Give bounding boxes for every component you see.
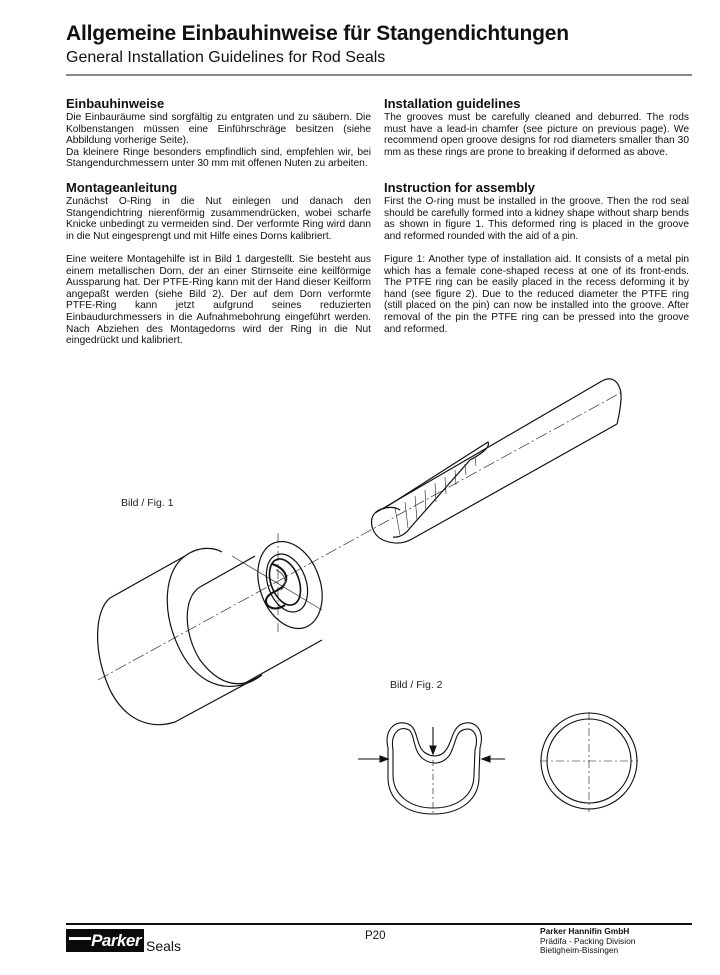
housing-cylinder xyxy=(98,532,334,724)
right-column-assembly xyxy=(384,180,689,335)
company-division: Prädifa - Packing Division xyxy=(540,935,636,946)
paragraph: Da kleinere Ringe besonders empfindlich sind, empfehlen wir, bei Stangendurchmessern unter 30 mm mit offenen Nuten zu arbeiten. xyxy=(66,146,371,170)
paragraph: First the O-ring must be installed in the groove. Then the rod seal should be carefully formed into a kidney shape without sharp bends as shown in figure 1. This deformed ring is placed in the groove and reformed rounded with the aid of a pin. xyxy=(384,196,689,242)
page-title: Allgemeine Einbauhinweise für Stangendichtungen xyxy=(66,22,569,45)
left-column-assembly xyxy=(66,180,371,347)
figure-2-drawing xyxy=(358,712,638,815)
page-subtitle: General Installation Guidelines for Rod Seals xyxy=(66,49,386,66)
center-axis-line xyxy=(98,392,622,680)
section-installation-guidelines xyxy=(384,96,689,158)
logo-suffix: Seals xyxy=(146,938,182,954)
section-heading: Installation guidelines xyxy=(384,96,521,111)
footer-divider xyxy=(66,923,692,925)
installation-pin xyxy=(372,379,622,543)
section-heading: Instruction for assembly xyxy=(384,180,535,195)
cross-axis-line xyxy=(232,556,322,610)
recess-hatching xyxy=(395,457,476,535)
section-einbauhinweise xyxy=(66,96,371,170)
paragraph: The grooves must be carefully cleaned and deburred. The rods must have a lead-in chamfer (see picture on previous page). We recommend open groove designs for rod diameters smaller than 30 mm as these rings are prone to breaking if deformed as above. xyxy=(384,112,689,158)
section-instruction-for-assembly xyxy=(384,180,689,335)
section-montageanleitung xyxy=(66,180,371,347)
figure-2-label: Bild / Fig. 2 xyxy=(390,679,443,691)
company-location: Bietigheim-Bissingen xyxy=(540,945,619,956)
figure-1-label: Bild / Fig. 1 xyxy=(121,497,174,509)
round-ring xyxy=(540,712,638,812)
right-column xyxy=(384,96,689,158)
company-name: Parker Hannifin GmbH xyxy=(540,926,630,936)
kidney-shaped-ring xyxy=(358,723,505,815)
paragraph: Die Einbauräume sind sorgfältig zu entgraten und zu säubern. Die Kolbenstangen müssen eine Einführschräge besitzen (siehe Abbildung vorherige Seite). xyxy=(66,112,371,147)
page-number: P20 xyxy=(365,930,386,942)
company-address xyxy=(540,927,635,956)
paragraph: Zunächst O-Ring in die Nut einlegen und danach den Stangendichtring nierenförmig zusammendrücken, wobei scharfe Knicke unbedingt zu vermeiden sind. Der verformte Ring wird dann in die Nut eingesprengt und mit Hilfe eines Dorns kalibriert. xyxy=(66,196,371,242)
paragraph: Figure 1: Another type of installation aid. It consists of a metal pin which has a female cone-shaped recess at one of its front-ends. The PTFE ring can be easily placed in the recess deforming it by hand (see figure 2). Due to the reduced diameter the PTFE ring (still placed on the pin) can now be installed into the groove. After removal of the pin the PTFE ring can be pressed into the groove and reformed. xyxy=(384,253,689,335)
section-heading: Einbauhinweise xyxy=(66,96,165,111)
paragraph: Eine weitere Montagehilfe ist in Bild 1 dargestellt. Sie besteht aus einem metallischen Dorn, der an einer Stirnseite eine keilförmige Aussparung hat. Der PTFE-Ring kann mit der Hand dieser Keilform angepaßt werden (siehe Bild 2). Der auf dem Dorn verformte PTFE-Ring kann jetzt aufgrund seines reduzierten Einbaudurchmessers in die Aufnahmebohrung eingeführt werden. Nach Abziehen des Montagedorns wird der Ring in die Nut eingedrückt und kalibriert. xyxy=(66,253,371,347)
logo-stripe xyxy=(69,937,91,940)
logo-text: Parker xyxy=(91,931,141,950)
section-heading: Montageanleitung xyxy=(66,180,178,195)
left-column xyxy=(66,96,371,170)
header-divider xyxy=(66,74,692,76)
figure-1-drawing xyxy=(98,379,622,725)
parker-logo xyxy=(66,929,144,952)
